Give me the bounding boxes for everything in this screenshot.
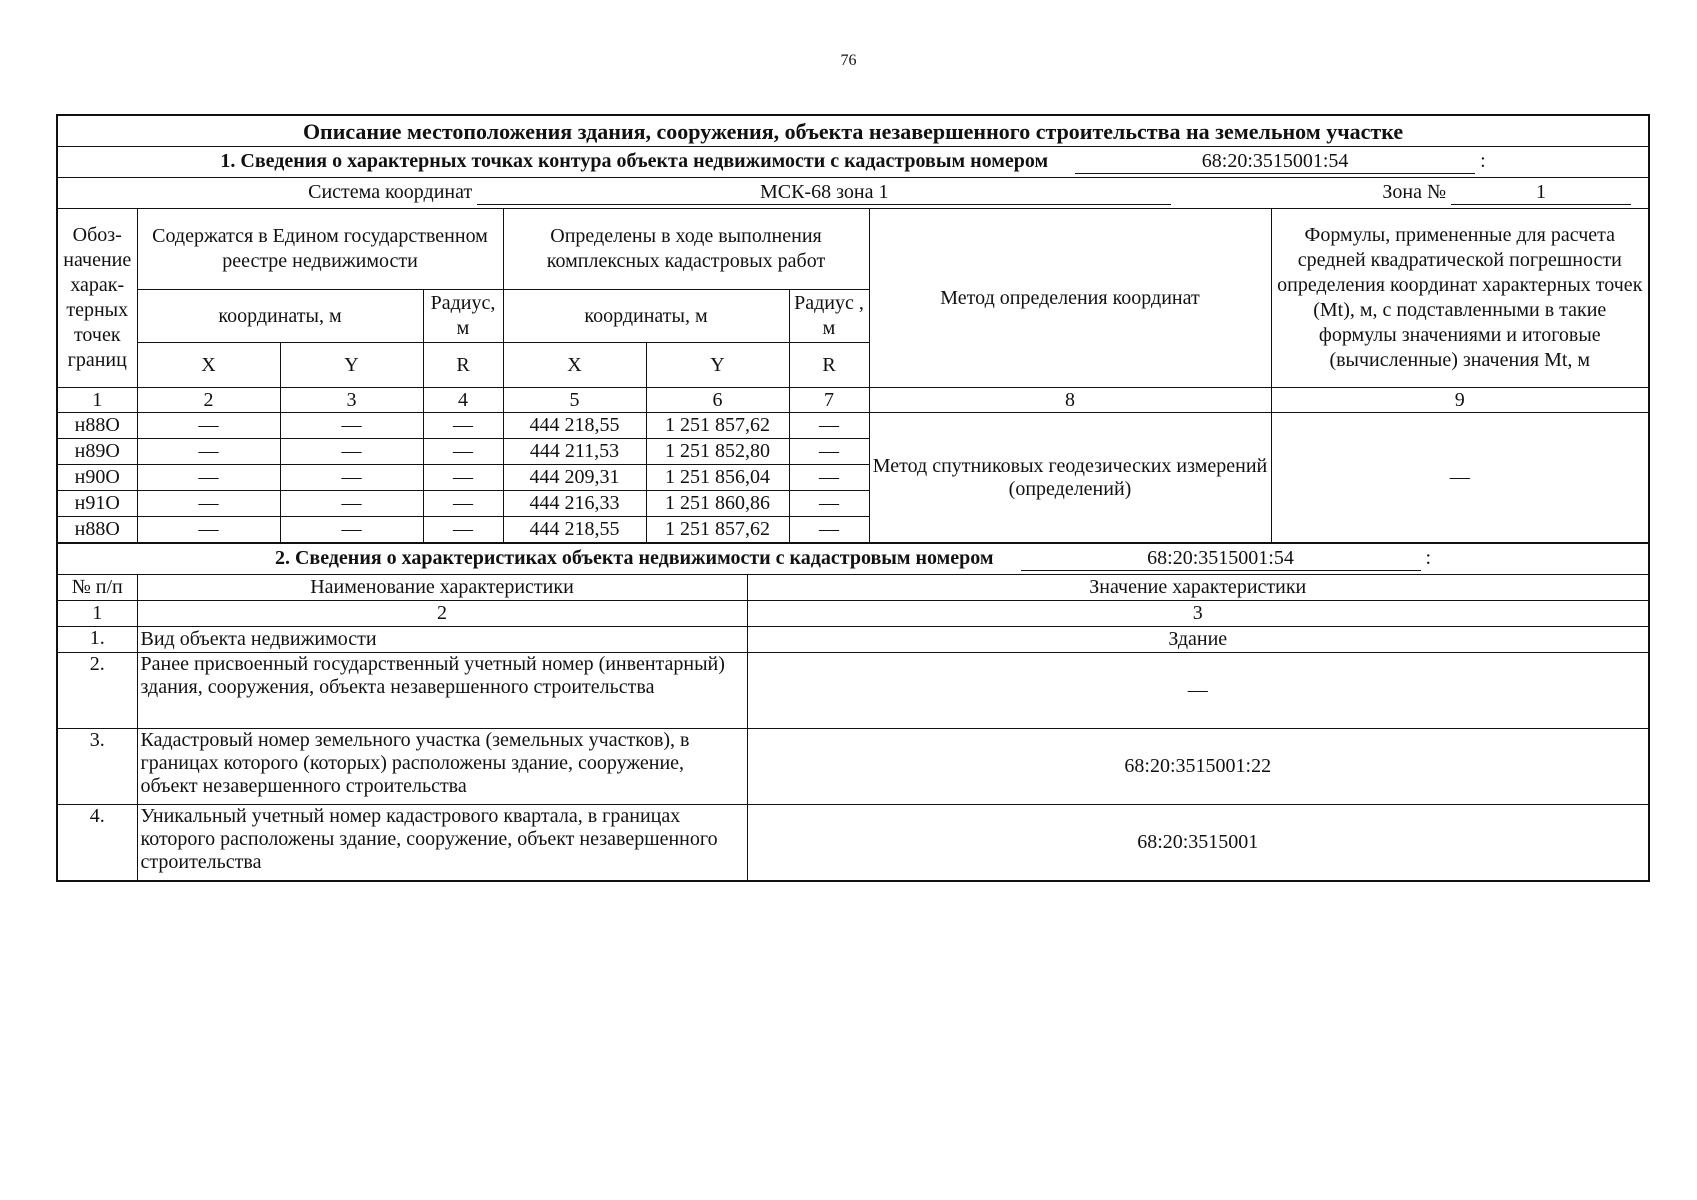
section1-suffix: : — [1480, 150, 1486, 172]
egrn-radius-header: Радиус, м — [423, 290, 503, 343]
kkr-y: 1 251 857,62 — [646, 413, 789, 439]
column-number: 2 — [137, 601, 747, 627]
point-row — [57, 413, 1649, 439]
egrn-r: — — [423, 465, 503, 491]
formula-value: — — [1271, 413, 1649, 544]
characteristic-value: 68:20:3515001:22 — [747, 729, 1649, 805]
characteristic-value: Здание — [747, 627, 1649, 653]
value-header: Значение характеристики — [747, 575, 1649, 601]
document-body — [56, 114, 1648, 882]
egrn-x-header: X — [137, 343, 280, 388]
kkr-x: 444 209,31 — [503, 465, 646, 491]
kkr-x: 444 218,55 — [503, 517, 646, 544]
page-number: 76 — [840, 52, 857, 69]
table-row — [57, 805, 1649, 881]
kkr-x-header: X — [503, 343, 646, 388]
column-number: 3 — [747, 601, 1649, 627]
characteristic-name: Уникальный учетный номер кадастрового квартала, в границах которого расположены здание, сооружение, объект незавершенного строительства — [137, 805, 747, 881]
egrn-r: — — [423, 517, 503, 544]
coord-system-row — [57, 178, 1649, 209]
kkr-r: — — [789, 465, 869, 491]
section2-label: 2. Сведения о характеристиках объекта недвижимости с кадастровым номером — [274, 547, 994, 569]
formulas-header: Формулы, примененные для расчета средней квадратической погрешности определения координат характерных точек (Mt), м, с подставленными в такие формулы значениями и итоговые (вычисленные) значения Mt, м — [1271, 209, 1649, 388]
kkr-r: — — [789, 517, 869, 544]
egrn-y-header: Y — [280, 343, 423, 388]
column-number: 4 — [423, 388, 503, 413]
kkr-x: 444 211,53 — [503, 439, 646, 465]
name-header: Наименование характеристики — [137, 575, 747, 601]
kkr-y: 1 251 852,80 — [646, 439, 789, 465]
column-number: 9 — [1271, 388, 1649, 413]
section2-cadastral-number: 68:20:3515001:54 — [1021, 547, 1421, 571]
characteristic-name: Вид объекта недвижимости — [137, 627, 747, 653]
column-number: 3 — [280, 388, 423, 413]
kkr-r-header: R — [789, 343, 869, 388]
column-number: 2 — [137, 388, 280, 413]
kkr-y-header: Y — [646, 343, 789, 388]
section1-heading — [57, 147, 1649, 178]
section1-cadastral-number: 68:20:3515001:54 — [1075, 150, 1475, 174]
egrn-y: — — [280, 465, 423, 491]
characteristic-value: — — [747, 653, 1649, 729]
points-table — [56, 114, 1650, 544]
column-number: 1 — [57, 601, 137, 627]
section1-label: 1. Сведения о характерных точках контура объекта недвижимости с кадастровым номером — [220, 150, 1049, 172]
column-number: 8 — [869, 388, 1271, 413]
kkr-r: — — [789, 413, 869, 439]
section2-heading — [57, 544, 1649, 575]
egrn-x: — — [137, 517, 280, 544]
characteristic-name: Кадастровый номер земельного участка (земельных участков), в границах которого (которых) расположены здание, сооружение, объект незавершенного строительства — [137, 729, 747, 805]
egrn-r-header: R — [423, 343, 503, 388]
egrn-header: Содержатся в Едином государственном реестре недвижимости — [137, 209, 503, 290]
point-name: н91О — [57, 491, 137, 517]
designation-header: Обоз-начение харак-терных точек границ — [57, 209, 137, 388]
kkr-header: Определены в ходе выполнения комплексных кадастровых работ — [503, 209, 869, 290]
egrn-coords-header: координаты, м — [137, 290, 423, 343]
egrn-r: — — [423, 413, 503, 439]
table-row — [57, 627, 1649, 653]
egrn-r: — — [423, 491, 503, 517]
point-name: н89О — [57, 439, 137, 465]
column-number: 5 — [503, 388, 646, 413]
row-number: 4. — [57, 805, 137, 881]
kkr-y: 1 251 857,62 — [646, 517, 789, 544]
kkr-r: — — [789, 439, 869, 465]
num-header: № п/п — [57, 575, 137, 601]
characteristic-value: 68:20:3515001 — [747, 805, 1649, 881]
egrn-y: — — [280, 491, 423, 517]
characteristic-name: Ранее присвоенный государственный учетный номер (инвентарный) здания, сооружения, объекта незавершенного строительства — [137, 653, 747, 729]
characteristics-table — [56, 544, 1650, 882]
point-name: н88О — [57, 413, 137, 439]
kkr-x: 444 218,55 — [503, 413, 646, 439]
zone-label: Зона № — [1382, 181, 1447, 203]
table-row — [57, 653, 1649, 729]
egrn-y: — — [280, 413, 423, 439]
zone-value: 1 — [1451, 181, 1631, 205]
method-header: Метод определения координат — [869, 209, 1271, 388]
column-number: 7 — [789, 388, 869, 413]
column-number: 1 — [57, 388, 137, 413]
egrn-x: — — [137, 413, 280, 439]
egrn-y: — — [280, 517, 423, 544]
kkr-y: 1 251 856,04 — [646, 465, 789, 491]
column-number: 6 — [646, 388, 789, 413]
kkr-x: 444 216,33 — [503, 491, 646, 517]
point-name: н88О — [57, 517, 137, 544]
kkr-radius-header: Радиус , м — [789, 290, 869, 343]
egrn-y: — — [280, 439, 423, 465]
coord-system-label: Система координат — [308, 181, 473, 203]
document-title: Описание местоположения здания, сооружения, объекта незавершенного строительства на земельном участке — [57, 115, 1649, 147]
point-name: н90О — [57, 465, 137, 491]
row-number: 1. — [57, 627, 137, 653]
table-row — [57, 729, 1649, 805]
method-value: Метод спутниковых геодезических измерений (определений) — [869, 413, 1271, 544]
egrn-x: — — [137, 491, 280, 517]
egrn-r: — — [423, 439, 503, 465]
coord-system-value: МСК-68 зона 1 — [477, 181, 1171, 205]
section2-suffix: : — [1425, 547, 1432, 569]
row-number: 2. — [57, 653, 137, 729]
kkr-y: 1 251 860,86 — [646, 491, 789, 517]
kkr-r: — — [789, 491, 869, 517]
egrn-x: — — [137, 439, 280, 465]
kkr-coords-header: координаты, м — [503, 290, 789, 343]
row-number: 3. — [57, 729, 137, 805]
egrn-x: — — [137, 465, 280, 491]
